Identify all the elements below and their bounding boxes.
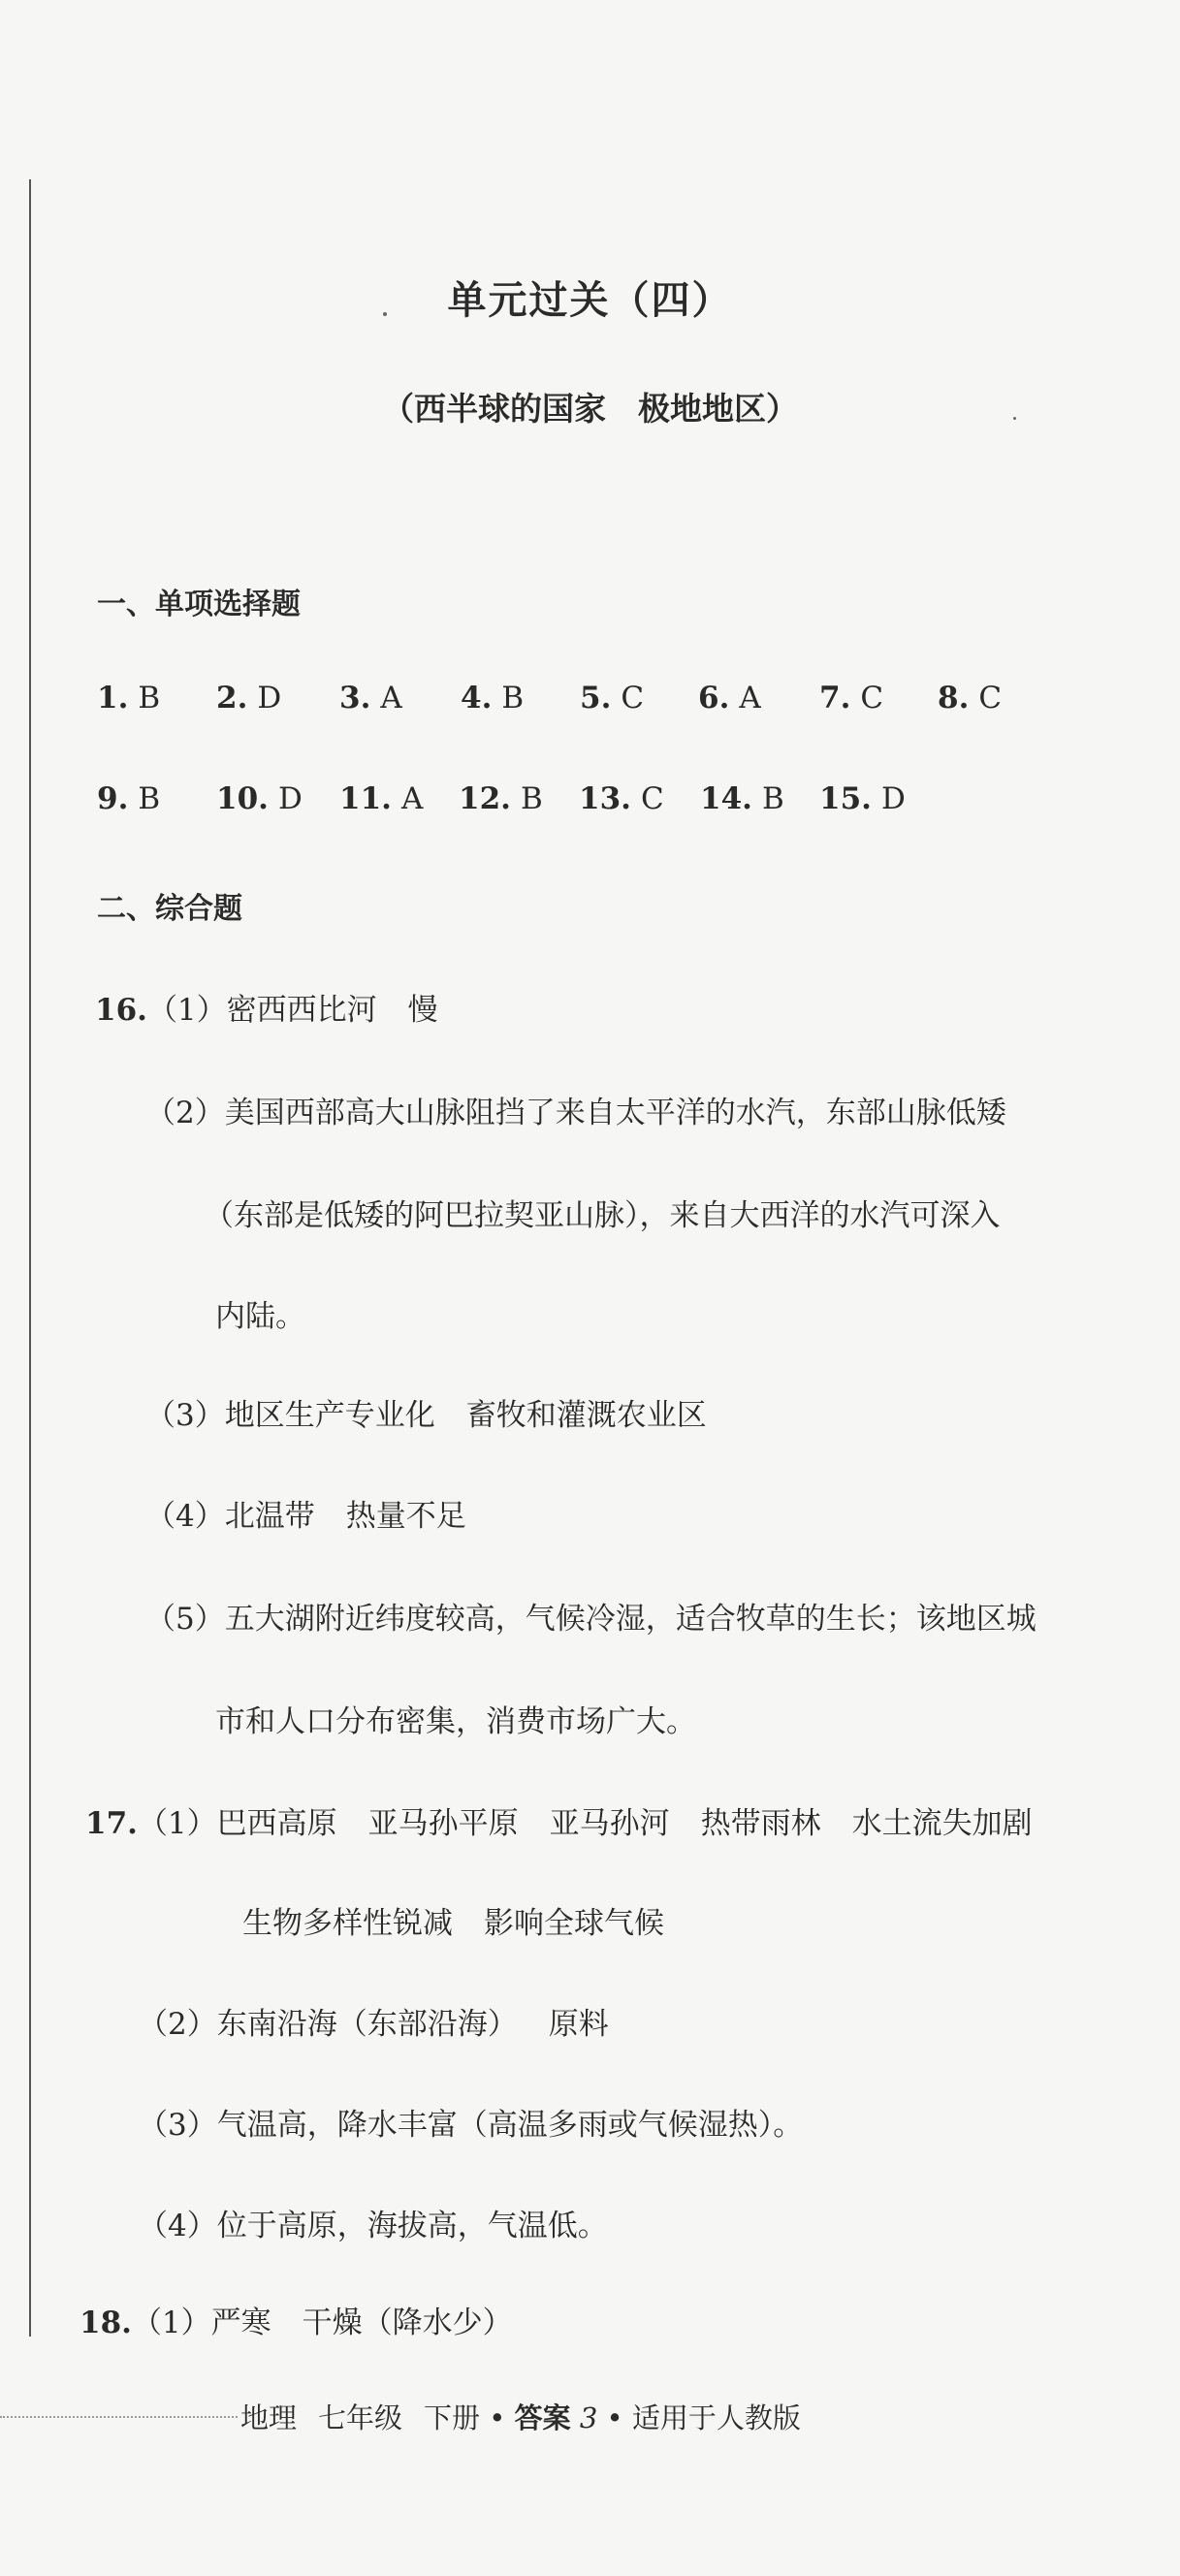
q16-part1: 16.（1）密西西比河 慢 <box>95 993 438 1028</box>
q16-part5-line2: 市和人口分布密集，消费市场广大。 <box>215 1704 696 1739</box>
choice-item: 1. B <box>97 681 161 716</box>
question-number: 16. <box>95 993 147 1028</box>
choice-item: 7. C <box>819 681 884 716</box>
choice-item: 6. A <box>698 681 761 716</box>
page-title: 单元过关（四） <box>447 277 733 323</box>
choice-item: 13. C <box>579 781 664 816</box>
section-heading-choice: 一、单项选择题 <box>97 588 301 621</box>
choice-item: 2. D <box>216 681 282 716</box>
footer-dotted-rule <box>0 2416 238 2418</box>
q17-part3: （3）气温高，降水丰富（高温多雨或气候湿热）。 <box>138 2108 804 2143</box>
scan-speck <box>1013 417 1016 420</box>
choice-item: 10. D <box>216 781 303 816</box>
choice-item: 5. C <box>580 681 645 716</box>
choice-item: 8. C <box>938 681 1003 716</box>
q17-part2: （2）东南沿海（东部沿海） 原料 <box>138 2007 609 2042</box>
q17-part4: （4）位于高原，海拔高，气温低。 <box>138 2209 608 2243</box>
margin-line <box>29 179 31 2337</box>
q16-part2-line1: （2）美国西部高大山脉阻挡了来自太平洋的水汽，东部山脉低矮 <box>145 1096 1006 1130</box>
choice-item: 11. A <box>339 781 424 816</box>
q16-part3: （3）地区生产专业化 畜牧和灌溉农业区 <box>145 1398 707 1433</box>
q16-part2-line3: 内陆。 <box>215 1299 305 1334</box>
q16-part5-line1: （5）五大湖附近纬度较高，气候冷湿，适合牧草的生长；该地区城 <box>145 1602 1036 1637</box>
choice-item: 4. B <box>461 681 525 716</box>
scan-speck <box>383 312 387 316</box>
question-number: 18. <box>80 2306 132 2340</box>
choice-item: 14. B <box>700 781 784 816</box>
footer-text: 地理 七年级 下册 • 答案 3 • 适用于人教版 <box>240 2401 801 2434</box>
choice-item: 3. A <box>339 681 402 716</box>
choice-item: 12. B <box>459 781 543 816</box>
q18-part1: 18.（1）严寒 干燥（降水少） <box>80 2306 513 2340</box>
q17-part1-line2: 生物多样性锐减 影响全球气候 <box>242 1906 664 1941</box>
q17-part1-line1: 17.（1）巴西高原 亚马孙平原 亚马孙河 热带雨林 水土流失加剧 <box>85 1806 1033 1841</box>
question-number: 17. <box>85 1806 138 1841</box>
q16-part2-line2: （东部是低矮的阿巴拉契亚山脉），来自大西洋的水汽可深入 <box>204 1198 1001 1233</box>
section-heading-comprehensive: 二、综合题 <box>97 892 242 926</box>
choice-item: 9. B <box>97 781 161 816</box>
page-footer <box>0 2397 1180 2435</box>
page-subtitle: （西半球的国家 极地地区） <box>382 390 798 428</box>
choice-item: 15. D <box>819 781 906 816</box>
q16-part4: （4）北温带 热量不足 <box>145 1499 466 1534</box>
